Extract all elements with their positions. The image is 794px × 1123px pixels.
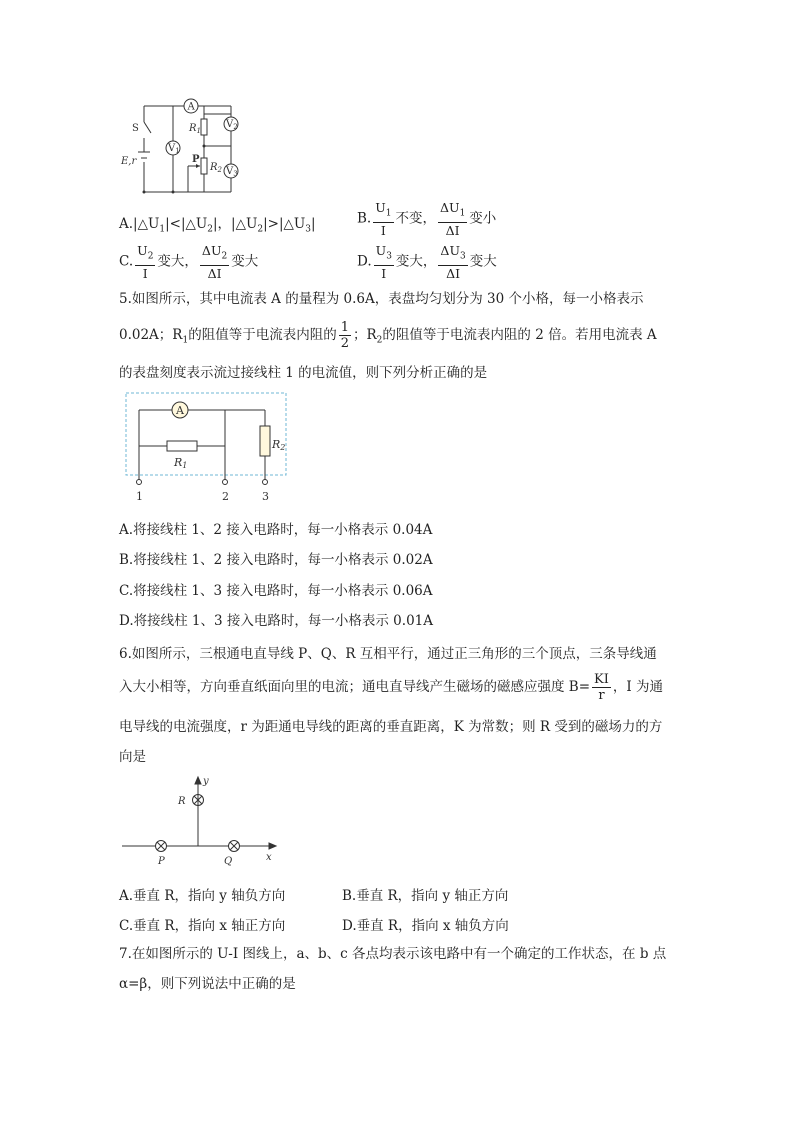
y-axis-label: y <box>203 776 209 787</box>
terminal-2-label: 2 <box>222 490 229 503</box>
wire-diagram-q6 <box>118 774 288 870</box>
r2-label-q5: R2 <box>272 438 286 452</box>
q7-line-2: α=β，则下列说法中正确的是 <box>119 976 296 992</box>
q4-option-a[interactable]: $A.|\triangle U_1|<|\triangle U_2|$，$|\triangle U_2|>|\triangle U_3|$ <box>119 216 316 235</box>
wire-r-label: R <box>178 796 186 807</box>
r1-label-q5: R1 <box>174 456 188 470</box>
r2-label: $R_2$ <box>210 162 222 174</box>
slider-p-label: P <box>192 154 200 165</box>
wire-p-label: P <box>158 856 165 867</box>
q5-option-d[interactable]: D.将接线柱 1、3 接入电路时，每一小格表示 0.01A <box>119 613 433 629</box>
q6-option-b[interactable]: B.垂直 R，指向 y 轴正方向 <box>342 888 509 904</box>
q4-option-b[interactable]: B. $\frac{U_1}{I}$ 不变， $\frac{\Delta U_1}{\Delta I}$ 变小 <box>357 200 497 238</box>
terminal-3-label: 3 <box>262 490 269 503</box>
q6-line-4: 向是 <box>119 749 146 765</box>
q5-line-1: 5.如图所示，其中电流表 A 的量程为 0.6A，表盘均匀划分为 30 个小格，每一小格表示 <box>119 291 644 307</box>
q5-option-c[interactable]: C.将接线柱 1、3 接入电路时，每一小格表示 0.06A <box>119 583 433 599</box>
meter-v1-label: $V_1$ <box>168 143 180 155</box>
q5-option-a[interactable]: A.将接线柱 1、2 接入电路时，每一小格表示 0.04A <box>119 522 433 538</box>
ammeter-label: A <box>176 404 184 417</box>
q4-option-c[interactable]: C. $\frac{U_2}{I}$ 变大， $\frac{\Delta U_2}{\Delta I}$ 变大 <box>119 243 259 281</box>
source-label: E,r <box>121 156 137 167</box>
r1-label: $R_1$ <box>189 123 201 135</box>
circuit-diagram-q5 <box>122 390 292 506</box>
q6-option-c[interactable]: C.垂直 R，指向 x 轴正方向 <box>119 918 286 934</box>
q4-option-d[interactable]: D. $\frac{U_3}{I}$ 变大， $\frac{\Delta U_3}{\Delta I}$ 变大 <box>357 243 497 281</box>
q6-option-d[interactable]: D.垂直 R，指向 x 轴负方向 <box>342 918 509 934</box>
q5-line-3: 的表盘刻度表示流过接线柱 1 的电流值，则下列分析正确的是 <box>119 365 488 381</box>
q5-option-b[interactable]: B.将接线柱 1、2 接入电路时，每一小格表示 0.02A <box>119 552 433 568</box>
q6-line-3: 电导线的电流强度，r 为距通电导线的距离的垂直距离，K 为常数；则 R 受到的磁场力的方 <box>119 719 663 735</box>
q6-line-2: 入大小相等，方向垂直纸面向里的电流；通电直导线产生磁场的磁感应强度 B= $\frac{KI}{r}$ ，I 为通 <box>119 672 664 703</box>
q5-line-2: 0.02A；$R_1$的阻值等于电流表内阻的 $\frac{1}{2}$ ；$R_2$的阻值等于电流表内阻的 2 倍。若用电流表 A <box>119 320 657 351</box>
meter-v3-label: $V_3$ <box>226 166 238 178</box>
wire-q-label: Q <box>224 856 233 867</box>
x-axis-label: x <box>266 852 272 863</box>
q6-line-1: 6.如图所示，三根通电直导线 P、Q、R 互相平行，通过正三角形的三个顶点，三条导线通 <box>119 646 657 662</box>
circuit-diagram-q4 <box>118 96 258 200</box>
meter-v2-label: $V_2$ <box>226 119 238 131</box>
meter-a-label: A <box>187 101 195 113</box>
terminal-1-label: 1 <box>136 490 143 503</box>
q6-option-a[interactable]: A.垂直 R，指向 y 轴负方向 <box>119 888 286 904</box>
q7-line-1: 7.在如图所示的 U-I 图线上，a、b、c 各点均表示该电路中有一个确定的工作状态，在 b 点 <box>119 946 667 962</box>
switch-label: S <box>132 123 139 134</box>
